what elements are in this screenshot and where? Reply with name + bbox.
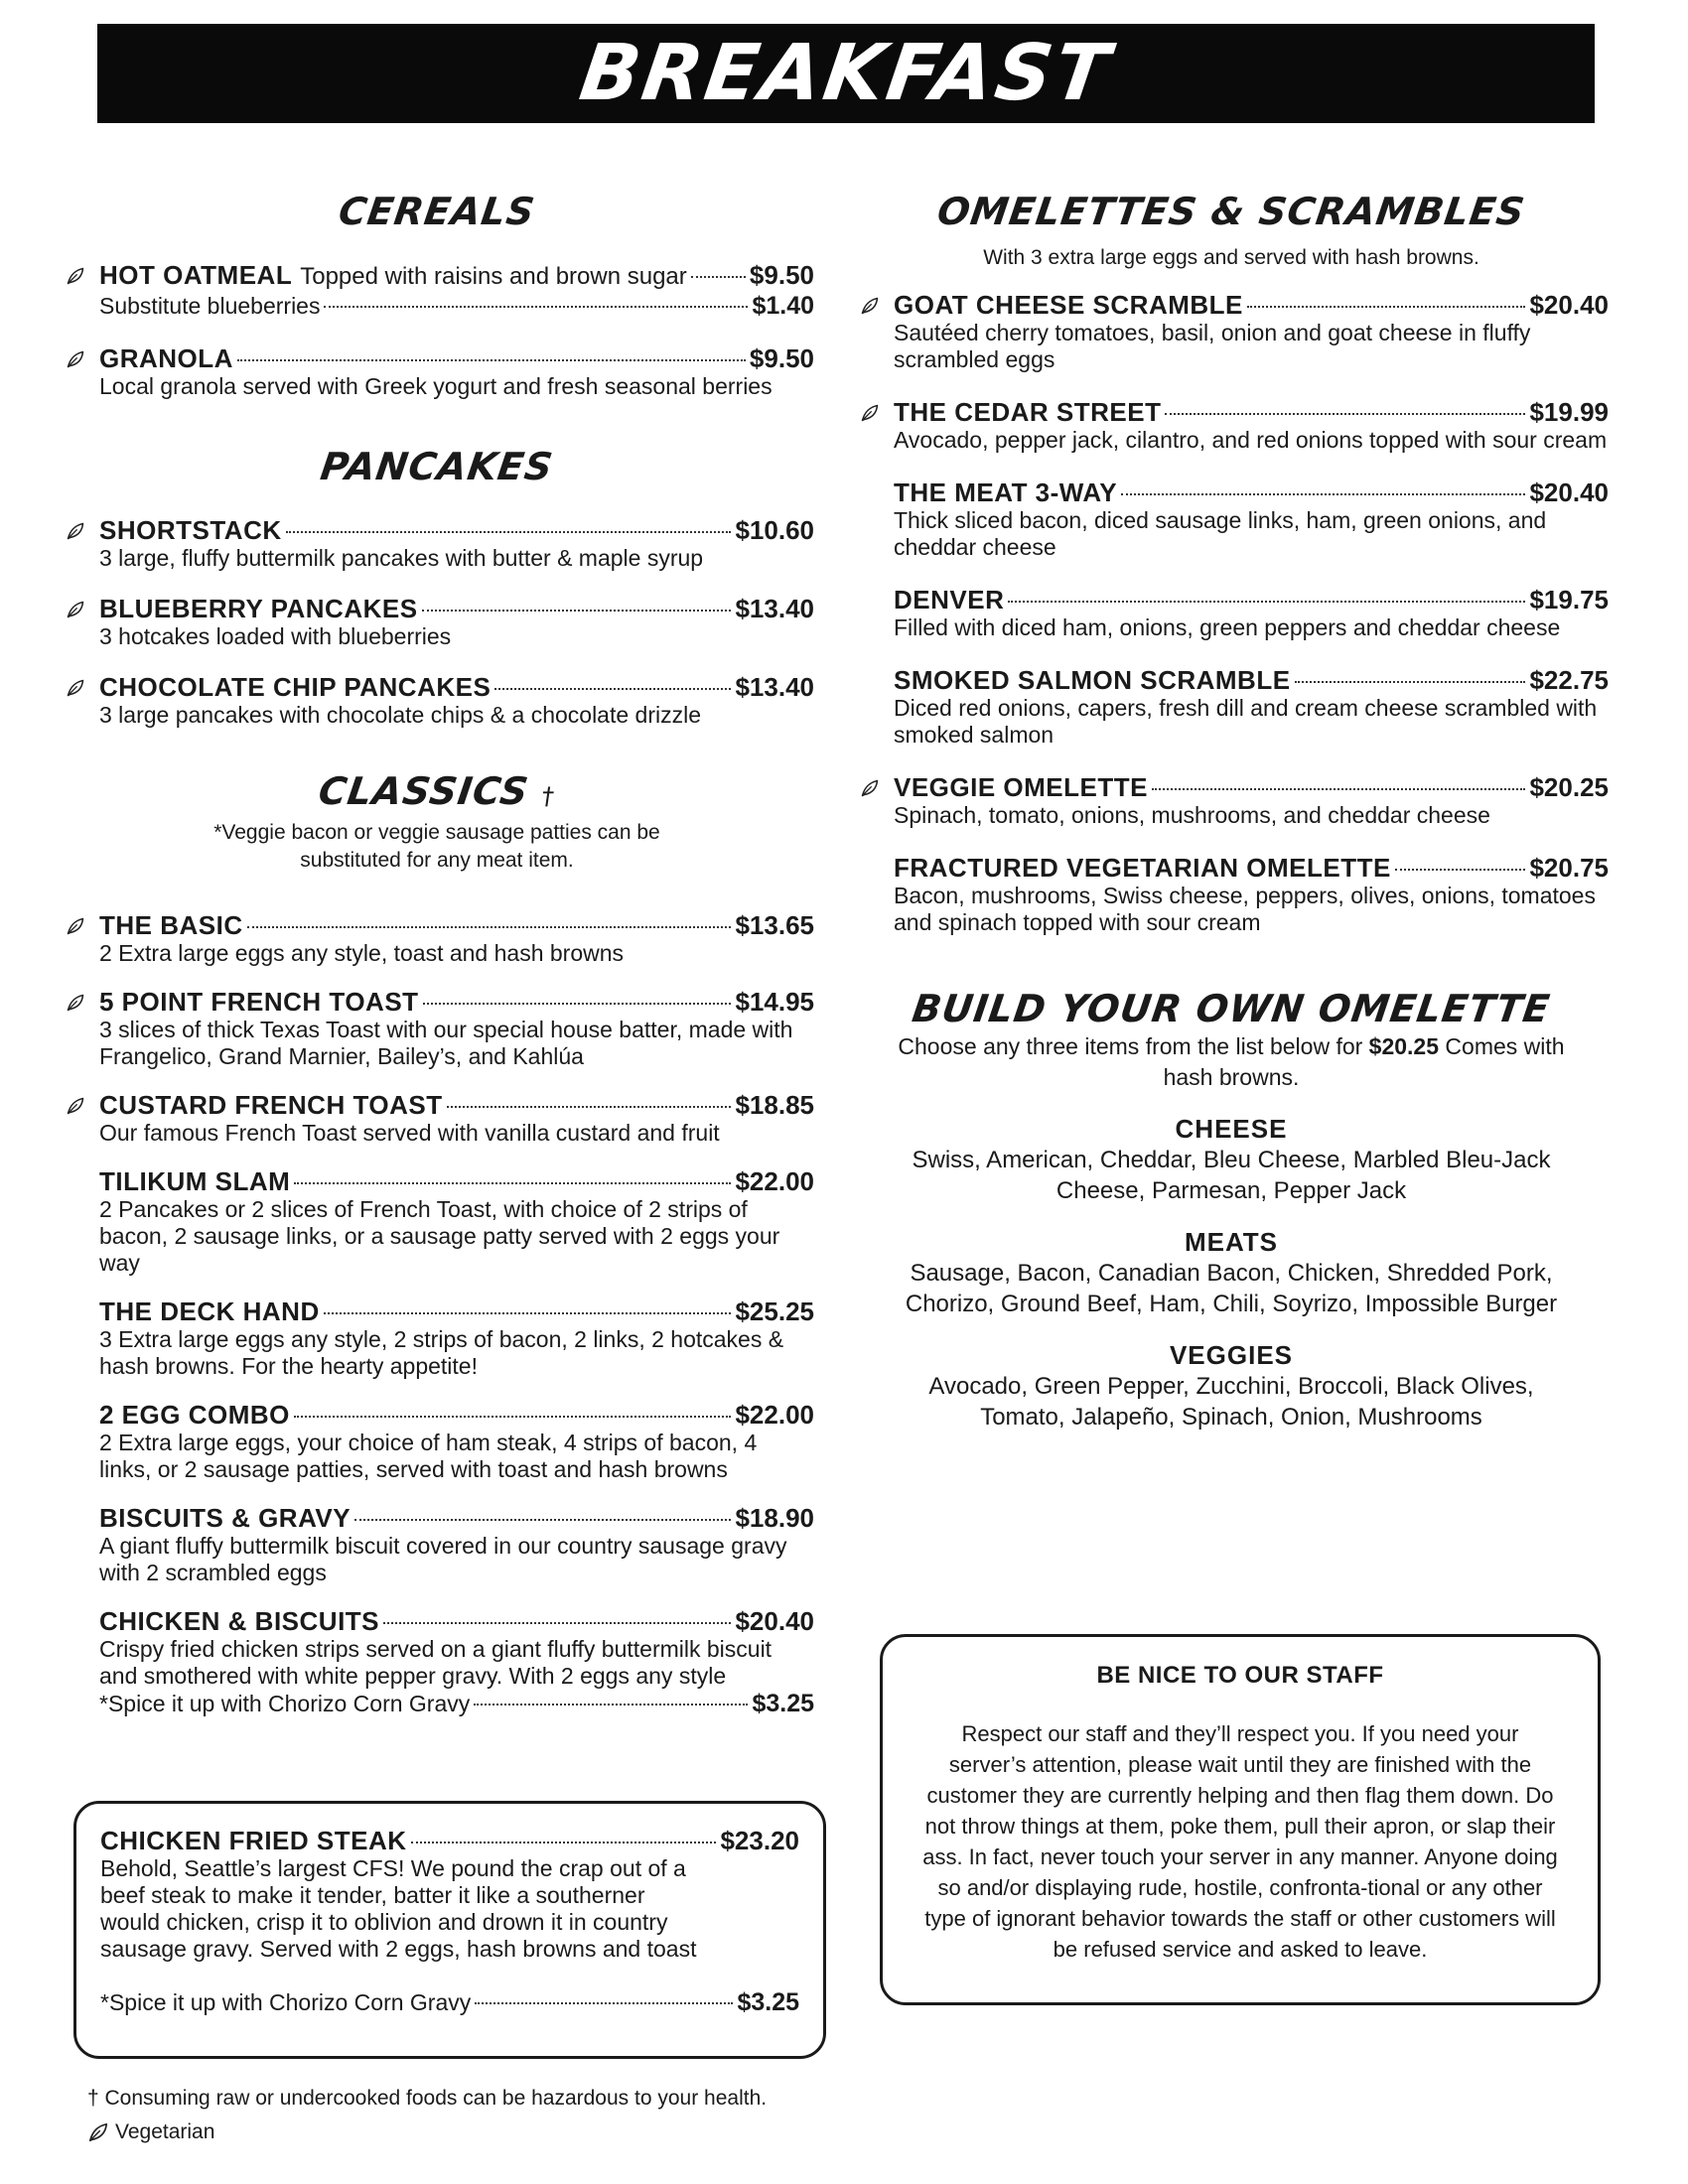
leader-dots: [354, 1519, 731, 1521]
item-price: $14.95: [735, 987, 814, 1017]
item-price: $18.90: [735, 1503, 814, 1533]
item-name: CUSTARD FRENCH TOAST: [99, 1090, 443, 1120]
item-desc: 3 slices of thick Texas Toast with our special house batter, made with Frangelico, Grand Marnier, Bailey’s, and Kahlúa: [99, 1017, 793, 1069]
vegetarian-legend-label: Vegetarian: [115, 2120, 215, 2143]
leader-dots: [324, 1312, 732, 1314]
item-name: HOT OATMEAL: [99, 260, 293, 290]
leader-dots: [1247, 306, 1526, 308]
menu-item-veggie-omelette: [854, 772, 1609, 829]
item-price: $13.65: [735, 910, 814, 940]
page-title: BREAKFAST: [574, 29, 1118, 118]
leader-dots: [691, 276, 746, 278]
vegetarian-leaf-icon: [860, 778, 880, 798]
item-desc: Avocado, pepper jack, cilantro, and red onions topped with sour cream: [894, 427, 1608, 453]
leader-dots: [422, 610, 732, 612]
item-price: $19.99: [1529, 397, 1609, 427]
item-desc: Crispy fried chicken strips served on a giant fluffy buttermilk biscuit and smothered with white pepper gravy. With 2 eggs any style: [99, 1636, 773, 1689]
meats-title: MEATS: [1184, 1227, 1279, 1257]
vegetarian-leaf-icon: [860, 403, 880, 423]
item-addon: *Spice it up with Chorizo Corn Gravy: [100, 1989, 472, 2015]
item-name: FRACTURED VEGETARIAN OMELETTE: [894, 853, 1391, 883]
item-name: THE BASIC: [99, 910, 243, 940]
menu-item-tilikum-slam: [60, 1166, 814, 1277]
item-desc: Spinach, tomato, onions, mushrooms, and cheddar cheese: [894, 802, 1490, 828]
leader-dots: [237, 359, 746, 361]
item-price: $19.75: [1529, 585, 1609, 614]
left-column: [60, 189, 814, 1717]
leader-dots: [494, 688, 731, 690]
item-desc: 2 Extra large eggs, your choice of ham steak, 4 strips of bacon, 4 links, or 2 sausage patties, served with toast and hash browns: [99, 1430, 758, 1482]
item-name: CHOCOLATE CHIP PANCAKES: [99, 672, 492, 702]
menu-item-the-deck-hand: [60, 1297, 814, 1380]
item-name: DENVER: [894, 585, 1005, 614]
menu-item-2-egg-combo: [60, 1400, 814, 1483]
title-banner: [97, 24, 1595, 123]
item-name: CHICKEN & BISCUITS: [99, 1606, 380, 1636]
item-name: SMOKED SALMON SCRAMBLE: [894, 665, 1291, 695]
vegetarian-leaf-icon: [66, 916, 85, 936]
item-price: $22.75: [1529, 665, 1609, 695]
item-desc: Local granola served with Greek yogurt and fresh seasonal berries: [99, 373, 773, 399]
vegetarian-legend: [87, 2118, 214, 2146]
item-addon: Substitute blueberries: [99, 293, 321, 319]
menu-item-hot-oatmeal: [60, 260, 814, 320]
item-addon-price: $1.40: [752, 292, 814, 320]
item-price: $10.60: [735, 515, 814, 545]
menu-item-shortstack: [60, 515, 814, 572]
leader-dots: [247, 926, 732, 928]
item-price: $9.50: [749, 343, 814, 373]
classics-title: [56, 768, 817, 819]
vegetarian-leaf-icon: [87, 2121, 109, 2143]
leader-dots: [423, 1003, 732, 1005]
menu-item-5-point-french-toast: [60, 987, 814, 1070]
right-column: [854, 189, 1609, 1433]
byo-intro-b: Comes with hash browns.: [1163, 1033, 1565, 1090]
menu-item-the-cedar-street: [854, 397, 1609, 454]
item-price: $23.20: [720, 1826, 799, 1855]
item-price: $18.85: [735, 1090, 814, 1120]
pancakes-title: PANCAKES: [318, 445, 556, 488]
item-desc: 3 Extra large eggs any style, 2 strips of bacon, 2 links, 2 hotcakes & hash browns. For the hearty appetite!: [99, 1326, 784, 1379]
item-price: $22.00: [735, 1166, 814, 1196]
menu-item-biscuits-and-gravy: [60, 1503, 814, 1586]
staff-notice-title: BE NICE TO OUR STAFF: [1096, 1662, 1384, 1689]
item-name: 2 EGG COMBO: [99, 1400, 290, 1430]
classics-note: *Veggie bacon or veggie sausage patties can be substituted for any meat item.: [213, 821, 660, 872]
item-name: THE CEDAR STREET: [894, 397, 1162, 427]
vegetarian-leaf-icon: [66, 678, 85, 698]
item-name: GOAT CHEESE SCRAMBLE: [894, 290, 1243, 320]
menu-item-denver: [854, 585, 1609, 641]
item-desc: 3 large, fluffy buttermilk pancakes with butter & maple syrup: [99, 545, 704, 571]
item-name: BISCUITS & GRAVY: [99, 1503, 352, 1533]
dagger-mark: †: [539, 782, 557, 810]
vegetarian-leaf-icon: [66, 600, 85, 619]
item-name: CHICKEN FRIED STEAK: [100, 1826, 407, 1855]
leader-dots: [447, 1106, 732, 1108]
meats-list: Sausage, Bacon, Canadian Bacon, Chicken, Shredded Pork, Chorizo, Ground Beef, Ham, Chili, Soyrizo, Impossible Burger: [905, 1260, 1558, 1317]
vegetarian-leaf-icon: [66, 993, 85, 1013]
item-addon: *Spice it up with Chorizo Corn Gravy: [99, 1691, 471, 1716]
item-price: $9.50: [749, 260, 814, 290]
leader-dots: [1295, 681, 1526, 683]
menu-item-goat-cheese-scramble: [854, 290, 1609, 373]
menu-item-chicken-and-biscuits: [60, 1606, 814, 1717]
chicken-fried-steak-box: [73, 1801, 826, 2059]
menu-item-smoked-salmon-scramble: [854, 665, 1609, 749]
item-name: THE DECK HAND: [99, 1297, 320, 1326]
menu-item-fractured-vegetarian-omelette: [854, 853, 1609, 936]
item-price: $13.40: [735, 594, 814, 623]
item-price: $20.25: [1529, 772, 1609, 802]
menu-item-the-meat-3-way: [854, 478, 1609, 561]
leader-dots: [1121, 493, 1525, 495]
item-name: 5 POINT FRENCH TOAST: [99, 987, 419, 1017]
item-desc: Bacon, mushrooms, Swiss cheese, peppers, olives, onions, tomatoes and spinach topped with sour cream: [894, 883, 1596, 935]
cheese-list: Swiss, American, Cheddar, Bleu Cheese, Marbled Bleu-Jack Cheese, Parmesan, Pepper Jack: [912, 1147, 1551, 1204]
item-name: GRANOLA: [99, 343, 233, 373]
vegetarian-leaf-icon: [66, 349, 85, 369]
raw-food-warning: † Consuming raw or undercooked foods can be hazardous to your health.: [87, 2087, 768, 2110]
item-desc: Thick sliced bacon, diced sausage links, ham, green onions, and cheddar cheese: [894, 507, 1547, 560]
leader-dots: [294, 1416, 732, 1418]
item-price: $20.40: [1529, 478, 1609, 507]
leader-dots: [475, 2002, 733, 2004]
item-price: $22.00: [735, 1400, 814, 1430]
item-name: THE MEAT 3-WAY: [894, 478, 1118, 507]
item-addon-price: $3.25: [752, 1690, 814, 1717]
item-desc: 2 Pancakes or 2 slices of French Toast, with choice of 2 strips of bacon, 2 sausage links, or a sausage patty served with 2 eggs your way: [99, 1196, 780, 1276]
vegetarian-leaf-icon: [66, 521, 85, 541]
item-desc: Diced red onions, capers, fresh dill and cream cheese scrambled with smoked salmon: [894, 695, 1598, 748]
item-name: BLUEBERRY PANCAKES: [99, 594, 418, 623]
item-price: $13.40: [735, 672, 814, 702]
leader-dots: [474, 1704, 748, 1706]
vegetarian-leaf-icon: [66, 266, 85, 286]
item-price: $20.75: [1529, 853, 1609, 883]
item-price: $20.40: [1529, 290, 1609, 320]
menu-item-blueberry-pancakes: [60, 594, 814, 650]
staff-notice-text: Respect our staff and they’ll respect you. If you need your server’s attention, please wait until they are finished with the customer they are currently helping and then flag them down. Do not throw things at them, poke them, pull their apron, or slap their ass. In fact, never touch your server in any manner. Anyone doing so and/or displaying rude, hostile, confronta-tional or any other type of ignorant behavior towards the staff or other customers will be refused service and asked to leave.: [922, 1721, 1558, 1962]
vegetarian-leaf-icon: [860, 296, 880, 316]
menu-item-custard-french-toast: [60, 1090, 814, 1147]
item-inline-desc: Topped with raisins and brown sugar: [300, 263, 687, 290]
cheese-title: CHEESE: [1175, 1114, 1288, 1144]
cereals-title: CEREALS: [336, 190, 538, 233]
omelettes-title: OMELETTES & SCRAMBLES: [934, 190, 1528, 233]
build-your-own-title: BUILD YOUR OWN OMELETTE: [909, 987, 1554, 1030]
item-desc: Our famous French Toast served with vanilla custard and fruit: [99, 1120, 720, 1146]
byo-intro-price: $20.25: [1368, 1033, 1440, 1059]
item-desc: Sautéed cherry tomatoes, basil, onion and goat cheese in fluffy scrambled eggs: [894, 320, 1531, 372]
omelettes-note: With 3 extra large eggs and served with hash browns.: [983, 246, 1479, 269]
classics-title-text: CLASSICS: [316, 769, 532, 813]
staff-notice-box: [880, 1634, 1601, 2005]
item-price: $25.25: [735, 1297, 814, 1326]
leader-dots: [286, 531, 732, 533]
menu-item-the-basic: [60, 910, 814, 967]
leader-dots: [1008, 601, 1525, 603]
byo-intro-a: Choose any three items from the list below for: [898, 1033, 1363, 1059]
leader-dots: [383, 1622, 731, 1624]
leader-dots: [411, 1842, 717, 1843]
item-price: $20.40: [735, 1606, 814, 1636]
build-your-own-intro: [854, 1031, 1609, 1093]
leader-dots: [294, 1182, 731, 1184]
veggies-title: VEGGIES: [1169, 1340, 1294, 1370]
item-addon-price: $3.25: [737, 1988, 799, 2016]
leader-dots: [1165, 413, 1525, 415]
leader-dots: [324, 306, 748, 308]
item-desc: A giant fluffy buttermilk biscuit covered in our country sausage gravy with 2 scrambled eggs: [99, 1533, 787, 1585]
item-desc: Filled with diced ham, onions, green peppers and cheddar cheese: [894, 614, 1561, 640]
menu-item-chocolate-chip-pancakes: [60, 672, 814, 729]
item-desc: Behold, Seattle’s largest CFS! We pound the crap out of a beef steak to make it tender, batter it like a southerner would chicken, crisp it to oblivion and drown it in country sausage gravy. Served with 2 eggs, hash browns and toast: [100, 1855, 697, 1962]
menu-item-granola: [60, 343, 814, 400]
item-name: TILIKUM SLAM: [99, 1166, 291, 1196]
item-desc: 2 Extra large eggs any style, toast and hash browns: [99, 940, 625, 966]
item-desc: 3 large pancakes with chocolate chips & a chocolate drizzle: [99, 702, 702, 728]
item-desc: 3 hotcakes loaded with blueberries: [99, 623, 452, 649]
veggies-list: Avocado, Green Pepper, Zucchini, Broccoli, Black Olives, Tomato, Jalapeño, Spinach, Onion, Mushrooms: [928, 1373, 1534, 1431]
leader-dots: [1395, 869, 1526, 871]
item-name: SHORTSTACK: [99, 515, 282, 545]
item-name: VEGGIE OMELETTE: [894, 772, 1148, 802]
vegetarian-leaf-icon: [66, 1096, 85, 1116]
leader-dots: [1152, 788, 1525, 790]
